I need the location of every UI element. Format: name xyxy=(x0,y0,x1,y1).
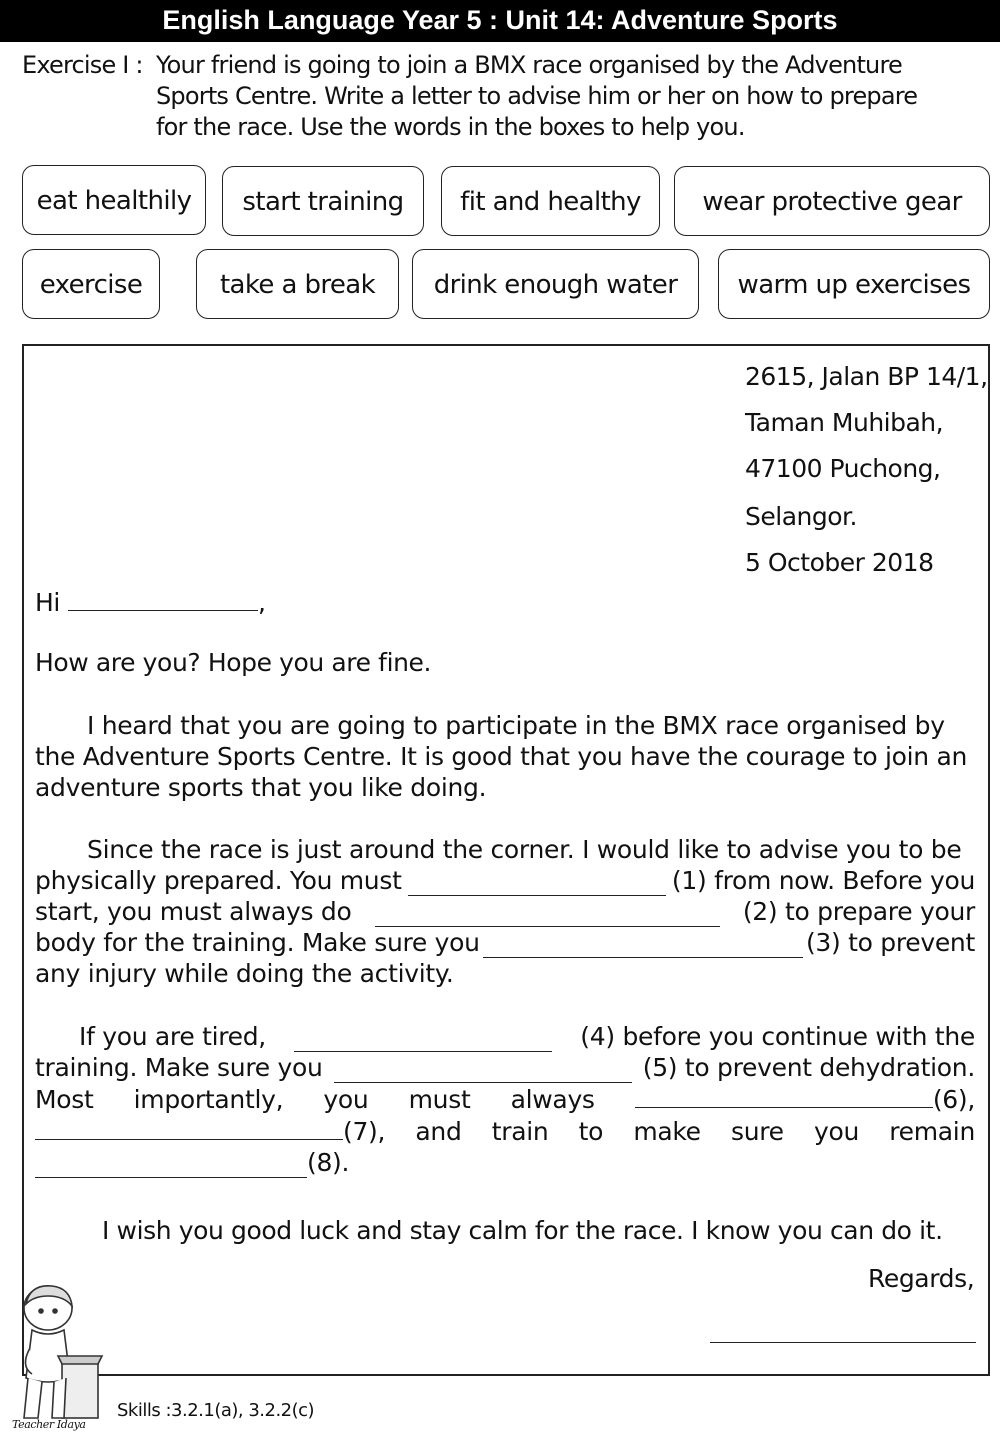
paragraph-text: (7), xyxy=(343,1117,386,1146)
answer-blank-2[interactable] xyxy=(375,902,720,927)
paragraph-text: importantly, xyxy=(133,1085,284,1114)
paragraph-text: physically prepared. You must xyxy=(35,866,402,895)
paragraph-text: (2) to prepare your xyxy=(742,897,975,926)
address-line: 47100 Puchong, xyxy=(745,454,941,483)
answer-blank-5[interactable] xyxy=(334,1058,632,1083)
answer-blank-7[interactable] xyxy=(35,1115,343,1140)
paragraph-3 xyxy=(35,1021,975,1178)
paragraph-text: Most xyxy=(35,1085,94,1114)
paragraph-text: Since the race is just around the corner. I would like to advise you to be xyxy=(87,835,962,864)
child-reading-illustration xyxy=(8,1278,108,1438)
opening-line: How are you? Hope you are fine. xyxy=(35,648,432,677)
paragraph-text: you xyxy=(813,1117,860,1146)
paragraph-text: I heard that you are going to participate in the BMX race organised by xyxy=(87,711,945,740)
address-line: Selangor. xyxy=(745,502,857,531)
word-box: exercise xyxy=(22,249,160,319)
paragraph-text: (8). xyxy=(307,1148,350,1177)
instruction-line: for the race. Use the words in the boxes to help you. xyxy=(156,113,745,141)
word-box: wear protective gear xyxy=(674,166,990,236)
word-box: warm up exercises xyxy=(718,249,990,319)
answer-blank-4[interactable] xyxy=(294,1027,552,1052)
word-box: fit and healthy xyxy=(441,166,660,236)
greeting xyxy=(35,586,266,617)
paragraph-text: (4) before you continue with the xyxy=(580,1022,975,1051)
answer-blank-6[interactable] xyxy=(635,1083,933,1108)
address-line: 2615, Jalan BP 14/1, xyxy=(745,362,988,391)
regards: Regards, xyxy=(868,1264,975,1293)
greeting-comma: , xyxy=(257,588,266,617)
answer-blank-1[interactable] xyxy=(408,871,666,896)
logo-text: Teacher Idaya xyxy=(12,1418,86,1431)
skills-note: Skills :3.2.1(a), 3.2.2(c) xyxy=(117,1400,315,1421)
instruction-line: Sports Centre. Write a letter to advise him or her on how to prepare xyxy=(156,82,918,110)
paragraph-text: remain xyxy=(889,1117,975,1146)
paragraph-text: you xyxy=(323,1085,369,1114)
answer-blank-3[interactable] xyxy=(483,933,803,958)
paragraph-text: body for the training. Make sure you xyxy=(35,928,480,957)
word-box: drink enough water xyxy=(412,249,699,319)
word-box: take a break xyxy=(196,249,399,319)
paragraph-text: If you are tired, xyxy=(79,1022,266,1051)
paragraph-text: the Adventure Sports Centre. It is good that you have the courage to join an xyxy=(35,742,968,771)
paragraph-text: start, you must always do xyxy=(35,897,352,926)
signature-blank[interactable] xyxy=(710,1342,976,1343)
paragraph-text: adventure sports that you like doing. xyxy=(35,773,487,802)
instruction-line: Your friend is going to join a BMX race organised by the Adventure xyxy=(156,51,902,79)
paragraph-text: and xyxy=(415,1117,462,1146)
paragraph-text: sure xyxy=(730,1117,784,1146)
paragraph-text: training. Make sure you xyxy=(35,1053,323,1082)
paragraph-text: to xyxy=(578,1117,604,1146)
paragraph-text: (3) to prevent xyxy=(805,928,975,957)
worksheet-title: English Language Year 5 : Unit 14: Adventure Sports xyxy=(0,0,1000,42)
exercise-label: Exercise I : xyxy=(22,51,143,79)
paragraph-text: always xyxy=(510,1085,595,1114)
letter-date: 5 October 2018 xyxy=(745,548,934,577)
paragraph-text: make xyxy=(633,1117,701,1146)
word-box: start training xyxy=(222,166,424,236)
paragraph-2 xyxy=(35,834,975,989)
name-blank[interactable] xyxy=(68,586,258,611)
closing-line: I wish you good luck and stay calm for the race. I know you can do it. xyxy=(102,1216,943,1245)
paragraph-text: (6), xyxy=(932,1085,975,1114)
paragraph-text: train xyxy=(491,1117,549,1146)
greeting-text: Hi xyxy=(35,588,60,617)
paragraph-text: (1) from now. Before you xyxy=(671,866,975,895)
paragraph-text: must xyxy=(408,1085,471,1114)
paragraph-text: (5) to prevent dehydration. xyxy=(642,1053,975,1082)
address-line: Taman Muhibah, xyxy=(745,408,944,437)
answer-blank-8[interactable] xyxy=(35,1153,307,1178)
paragraph-1 xyxy=(35,710,975,803)
word-box: eat healthily xyxy=(22,165,206,235)
paragraph-text: any injury while doing the activity. xyxy=(35,959,454,988)
